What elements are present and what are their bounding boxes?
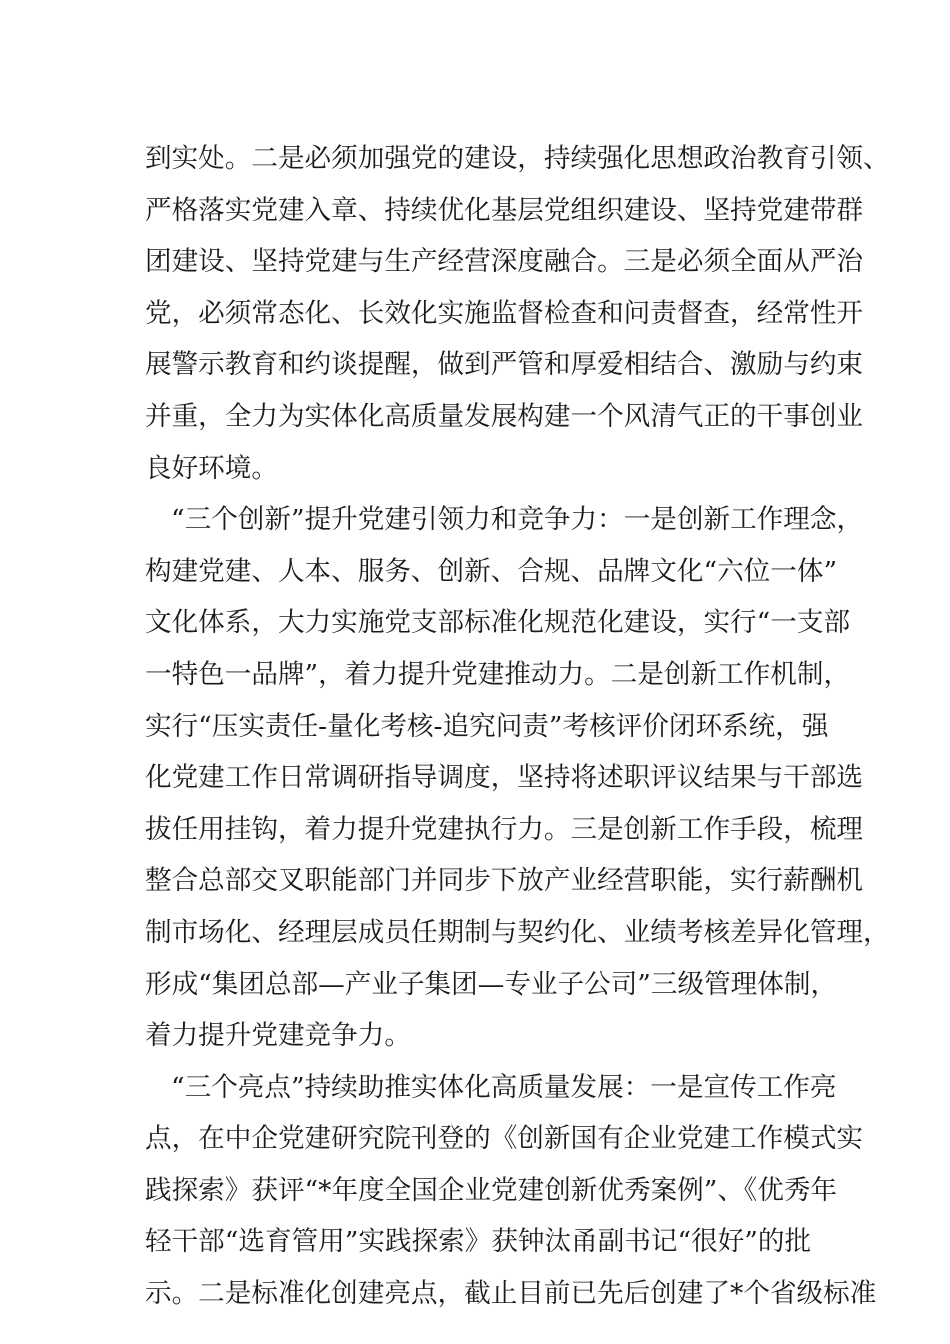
- text-line: 党，必须常态化、长效化实施监督检查和问责督查，经常性开: [145, 297, 864, 329]
- text-line: 团建设、坚持党建与生产经营深度融合。三是必须全面从严治: [145, 246, 864, 278]
- text-line: 践探索》获评“*年度全国企业党建创新优秀案例”、《优秀年: [145, 1174, 838, 1206]
- text-line: 拔任用挂钩，着力提升党建执行力。三是创新工作手段，梳理: [145, 813, 864, 845]
- text-line: 良好环境。: [145, 452, 278, 484]
- text-line: 严格落实党建入章、持续优化基层党组织建设、坚持党建带群: [145, 194, 864, 226]
- text-line: 制市场化、经理层成员任期制与契约化、业绩考核差异化管理，: [145, 916, 890, 948]
- text-line: 并重，全力为实体化高质量发展构建一个风清气正的干事创业: [145, 400, 864, 432]
- text-line: 点，在中企党建研究院刊登的《创新国有企业党建工作模式实: [145, 1123, 864, 1155]
- text-line: 示。二是标准化创建亮点，截止目前已先后创建了*个省级标准: [145, 1278, 877, 1310]
- text-line: 展警示教育和约谈提醒，做到严管和厚爱相结合、激励与约束: [145, 349, 864, 381]
- paragraph-start-line: “三个亮点”持续助推实体化高质量发展：一是宣传工作亮: [171, 1071, 837, 1103]
- text-line: 构建党建、人本、服务、创新、合规、品牌文化“六位一体”: [145, 555, 838, 587]
- text-line: 轻干部“选育管用”实践探索》获钟汰甬副书记“很好”的批: [145, 1226, 812, 1258]
- text-line: 到实处。二是必须加强党的建设，持续强化思想政治教育引领、: [145, 143, 890, 174]
- text-line: 整合总部交叉职能部门并同步下放产业经营职能，实行薪酬机: [145, 865, 864, 897]
- text-line: 形成“集团总部—产业子集团—专业子公司”三级管理体制，: [145, 968, 838, 1000]
- text-line: 文化体系，大力实施党支部标准化规范化建设，实行“一支部: [145, 607, 851, 639]
- text-line: 着力提升党建竞争力。: [145, 1020, 411, 1052]
- paragraph-start-line: “三个创新”提升党建引领力和竞争力：一是创新工作理念，: [171, 504, 864, 536]
- text-line: 化党建工作日常调研指导调度，坚持将述职评议结果与干部选: [145, 762, 864, 794]
- body-text: [145, 133, 890, 1320]
- text-line: 一特色一品牌”，着力提升党建推动力。二是创新工作机制，: [145, 658, 851, 690]
- text-line: 实行“压实责任-量化考核-追究问责”考核评价闭环系统，强: [145, 710, 829, 742]
